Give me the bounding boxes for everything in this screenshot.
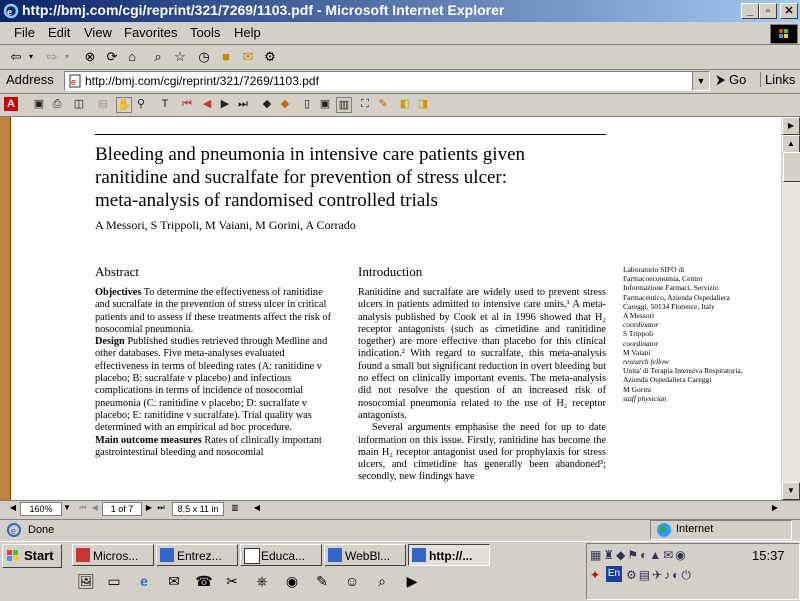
- affiliation-line: research fellow: [623, 357, 669, 367]
- show-navigation-pane-icon[interactable]: ◫: [73, 98, 85, 110]
- document-left-border: [0, 117, 11, 500]
- hand-tool-icon[interactable]: ✋: [117, 99, 131, 111]
- article-title-line: Bleeding and pneumonia in intensive care patients given: [95, 144, 526, 165]
- start-button[interactable]: [2, 544, 62, 568]
- zoom-value[interactable]: 160%: [20, 502, 62, 516]
- address-url: http://bmj.com/cgi/reprint/321/7269/1103.pdf: [85, 74, 319, 88]
- page-number[interactable]: 1 of 7: [102, 502, 142, 516]
- fit-width-icon[interactable]: ▥: [336, 97, 352, 113]
- menu-file[interactable]: File: [14, 25, 35, 40]
- menu-favorites[interactable]: Favorites: [124, 25, 178, 40]
- menu-bar: [0, 22, 800, 45]
- camera-icon[interactable]: ◉: [285, 573, 299, 589]
- scrollbar-thumb[interactable]: [783, 152, 800, 182]
- text-select-icon[interactable]: T: [161, 98, 169, 110]
- desktop-icon[interactable]: 🖼: [77, 573, 95, 589]
- page-size: 8,5 x 11 in: [172, 502, 224, 516]
- introduction-body: [358, 287, 606, 484]
- internet-explorer-icon: [3, 3, 19, 19]
- article-title-line: meta-analysis of randomised controlled trials: [95, 190, 438, 211]
- previous-page-button[interactable]: ◀: [91, 503, 99, 512]
- title-bar[interactable]: [0, 0, 800, 22]
- next-page-icon[interactable]: ▶: [220, 98, 230, 110]
- page-icon: [68, 74, 82, 88]
- last-page-icon[interactable]: ⏭: [238, 98, 248, 110]
- go-back-view-icon[interactable]: ◆: [262, 98, 272, 110]
- windows-logo-icon: [770, 24, 798, 44]
- last-page-button[interactable]: ⏭: [157, 503, 165, 512]
- scroll-left-icon[interactable]: ◀: [9, 503, 17, 512]
- app-icon: [328, 548, 342, 562]
- first-page-icon[interactable]: ⏮: [182, 98, 192, 110]
- internet-explorer-icon[interactable]: e: [140, 573, 148, 589]
- page-menu-arrow-icon[interactable]: ▶: [782, 117, 800, 135]
- back-dropdown-icon[interactable]: ▾: [28, 52, 33, 61]
- rotate-left-icon[interactable]: ◧: [399, 98, 411, 110]
- window-title: http://bmj.com/cgi/reprint/321/7269/1103.pdf - Microsoft Internet Explorer: [22, 2, 505, 18]
- outlook-icon[interactable]: ✉: [168, 573, 180, 589]
- top-rule: [95, 134, 606, 135]
- globe-icon: [656, 522, 672, 538]
- clock[interactable]: 15:37: [752, 548, 785, 563]
- forward-dropdown-icon[interactable]: ▾: [64, 52, 69, 61]
- tray-icons-row1[interactable]: ▦♜◆⚑◐▲✉◉: [590, 548, 688, 562]
- introduction-heading: Introduction: [358, 264, 423, 279]
- tray-icons-row2[interactable]: ✦: [590, 568, 601, 582]
- address-label: Address: [6, 72, 54, 87]
- phone-icon[interactable]: ☎: [195, 573, 213, 589]
- app-icon: [160, 548, 174, 562]
- pdf-document[interactable]: [11, 117, 781, 500]
- taskbar-item-http[interactable]: [408, 544, 490, 566]
- actual-size-icon[interactable]: ▯: [303, 98, 311, 110]
- article-title-line: ranitidine and sucralfate for prevention of stress ulcer:: [95, 167, 508, 188]
- links-button[interactable]: Links: [760, 72, 795, 87]
- search-doc-icon[interactable]: ✎: [378, 98, 388, 110]
- go-arrow-icon: ⮞: [716, 72, 726, 87]
- affiliation-line: Laboratorio SIFO di Farmacoeconomia, Centro Informazione Farmaci, Servizio Farmaceutico, Azienda Ospedaliera Careggi, 50134 Florence, Italy: [623, 265, 730, 311]
- author-affiliations: [623, 265, 743, 403]
- objectives-label: Objectives: [95, 287, 142, 298]
- status-text: Done: [28, 524, 55, 536]
- task-label: Educa...: [261, 549, 306, 563]
- home-icon[interactable]: ⌂: [128, 49, 136, 64]
- zoom-dropdown-icon[interactable]: ▼: [63, 503, 71, 512]
- affiliation-line: S Trippoli: [623, 329, 654, 339]
- tools-icon[interactable]: ✂: [226, 573, 238, 589]
- standard-toolbar: [0, 45, 800, 70]
- app-icon: [412, 548, 426, 562]
- article-authors: A Messori, S Trippoli, M Vaiani, M Gorini, A Corrado: [95, 218, 356, 232]
- refresh-icon[interactable]: ⟳: [106, 49, 118, 64]
- menu-help[interactable]: Help: [234, 25, 261, 40]
- rotate-right-icon[interactable]: ◨: [417, 98, 429, 110]
- article-title: [95, 143, 615, 212]
- print-icon[interactable]: ⎙: [52, 98, 62, 110]
- horizontal-scroll-left-icon[interactable]: ◀: [253, 503, 261, 512]
- affiliation-line: coordinator: [623, 320, 659, 330]
- svg-text:e: e: [11, 526, 17, 536]
- task-label: http://...: [429, 549, 473, 563]
- taskbar-item-webbl[interactable]: [324, 544, 406, 566]
- page-layout-icon[interactable]: ▥: [231, 503, 239, 512]
- notepad-icon[interactable]: ✎: [316, 573, 328, 589]
- affiliation-line: A Messori: [623, 311, 655, 321]
- outcome-label: Main outcome measures: [95, 434, 202, 446]
- affiliation-line: M Vaiani: [623, 347, 651, 357]
- search-icon[interactable]: ⌕: [378, 573, 386, 589]
- intro-paragraph: Several arguments emphasise the need for up to date information on this issue. Firstly, ranitidine has become the main H₂ receptor antagonist used for prophylaxis for stress ulcers, and cimetidine has generally been abandoned³; secondly, new findings have: [358, 422, 606, 483]
- affiliation-line: coordinator: [623, 338, 659, 348]
- stop-icon[interactable]: ⊗: [84, 49, 96, 64]
- search-icon[interactable]: ⌕: [154, 49, 162, 64]
- zoom-tool-icon[interactable]: ⚲: [136, 98, 146, 110]
- go-label: Go: [729, 72, 747, 87]
- menu-edit[interactable]: Edit: [48, 25, 71, 40]
- svg-text:e: e: [71, 77, 77, 87]
- task-label: Entrez...: [177, 549, 222, 563]
- svg-text:e: e: [7, 6, 12, 18]
- tray-icons-row2b[interactable]: ⚙▤✈♪◐⏻: [626, 568, 693, 582]
- find-icon[interactable]: ⛶: [361, 98, 369, 110]
- folder-icon[interactable]: ■: [222, 49, 230, 64]
- ie-page-icon: [6, 522, 22, 538]
- helm-icon[interactable]: ⎈: [256, 573, 268, 589]
- forward-icon[interactable]: ⇨: [46, 49, 58, 64]
- favorites-icon[interactable]: ☆: [174, 49, 186, 64]
- scroll-down-icon[interactable]: ▼: [782, 482, 800, 500]
- history-icon[interactable]: ◷: [198, 49, 210, 64]
- taskbar-item-entrez[interactable]: [156, 544, 238, 566]
- design-label: Design: [95, 336, 125, 348]
- go-forward-view-icon[interactable]: ◆: [280, 98, 290, 110]
- back-icon[interactable]: ⇦: [10, 49, 22, 64]
- copy-icon[interactable]: ▤: [97, 98, 109, 110]
- windows-flag-icon: [6, 549, 20, 563]
- first-page-button[interactable]: ⏮: [79, 503, 87, 512]
- mail-icon[interactable]: ✉: [242, 49, 254, 64]
- scroll-up-icon[interactable]: ▲: [782, 135, 800, 153]
- document-icon: [244, 548, 260, 564]
- acrobat-logo-icon: A: [4, 97, 18, 111]
- affiliation-line: staff physician: [623, 393, 667, 403]
- affiliation-line: Unita' di Terapia Intensiva Respiratoria, Azienda Ospedaliera Careggi: [623, 366, 743, 385]
- show-desktop-icon[interactable]: ▭: [107, 573, 121, 589]
- intro-paragraph: Ranitidine and sucralfate are widely used to prevent stress ulcers in patients admitted to intensive care units.¹ A meta-analysis published by Cook et al in 1996 showed that H₂ receptor antagonists (such as cimetidine and ranitidine together) are more effective than placebo for this clinical indication.² With regard to sucralfate, this meta-analysis found a small but significant reduction in overt bleeding but no effect on clinically important events. The meta-analysis did not resolve the question of an increased risk of nosocomial pneumonia related to the use of H₂ receptor antagonists.: [358, 287, 606, 421]
- tools-icon[interactable]: ⚙: [264, 49, 276, 64]
- zone-label: Internet: [676, 523, 714, 535]
- address-dropdown-icon[interactable]: ▼: [692, 72, 709, 90]
- next-page-button[interactable]: ▶: [145, 503, 153, 512]
- close-button[interactable]: ✕: [780, 3, 798, 19]
- fit-page-icon[interactable]: ▣: [319, 98, 331, 110]
- design-text: Published studies retrieved through Medline and other databases. Five meta-analyses evaluated effectiveness in terms of bleeding rates (A: ranitidine v placebo; B: sucralfate v placebo) and infectious complications in terms of incidence of nosocomial pneumonia (C: ranitidine v placebo; D: sucralfate v placebo; E: ranitidine v sucralfate). Trial quality was determined with an empirical ad hoc procedure.: [95, 336, 328, 434]
- menu-view[interactable]: View: [84, 25, 112, 40]
- previous-page-icon[interactable]: ◀: [202, 98, 212, 110]
- chat-icon[interactable]: ☺: [344, 573, 360, 589]
- menu-tools[interactable]: Tools: [190, 25, 221, 40]
- media-icon[interactable]: ▶: [406, 573, 418, 589]
- abstract-heading: Abstract: [95, 264, 140, 279]
- language-indicator[interactable]: En: [606, 566, 622, 582]
- outcome-text: Rates of clinically important gastrointestinal bleeding and nosocomial: [95, 434, 322, 458]
- minimize-button[interactable]: _: [741, 3, 759, 19]
- task-label: Micros...: [93, 549, 139, 563]
- address-input[interactable]: [64, 71, 710, 91]
- save-icon[interactable]: ▣: [33, 98, 45, 110]
- go-button[interactable]: [716, 72, 746, 88]
- objectives-text: To determine the effectiveness of ranitidine and sucralfate in the prevention of stress ulcer in critical patients and to assess if these treatments affect the risk of nosocomial pneumonia.: [95, 287, 331, 335]
- task-label: WebBl...: [345, 549, 391, 563]
- taskbar-item-microsoft[interactable]: [72, 544, 154, 566]
- app-icon: [76, 548, 90, 562]
- maximize-button[interactable]: ▫: [759, 3, 777, 19]
- taskbar-item-educa[interactable]: [240, 544, 322, 566]
- horizontal-scroll-right-icon[interactable]: ▶: [771, 503, 779, 512]
- start-label: Start: [24, 548, 54, 563]
- affiliation-line: M Gorini: [623, 384, 652, 394]
- abstract-body: [95, 287, 335, 459]
